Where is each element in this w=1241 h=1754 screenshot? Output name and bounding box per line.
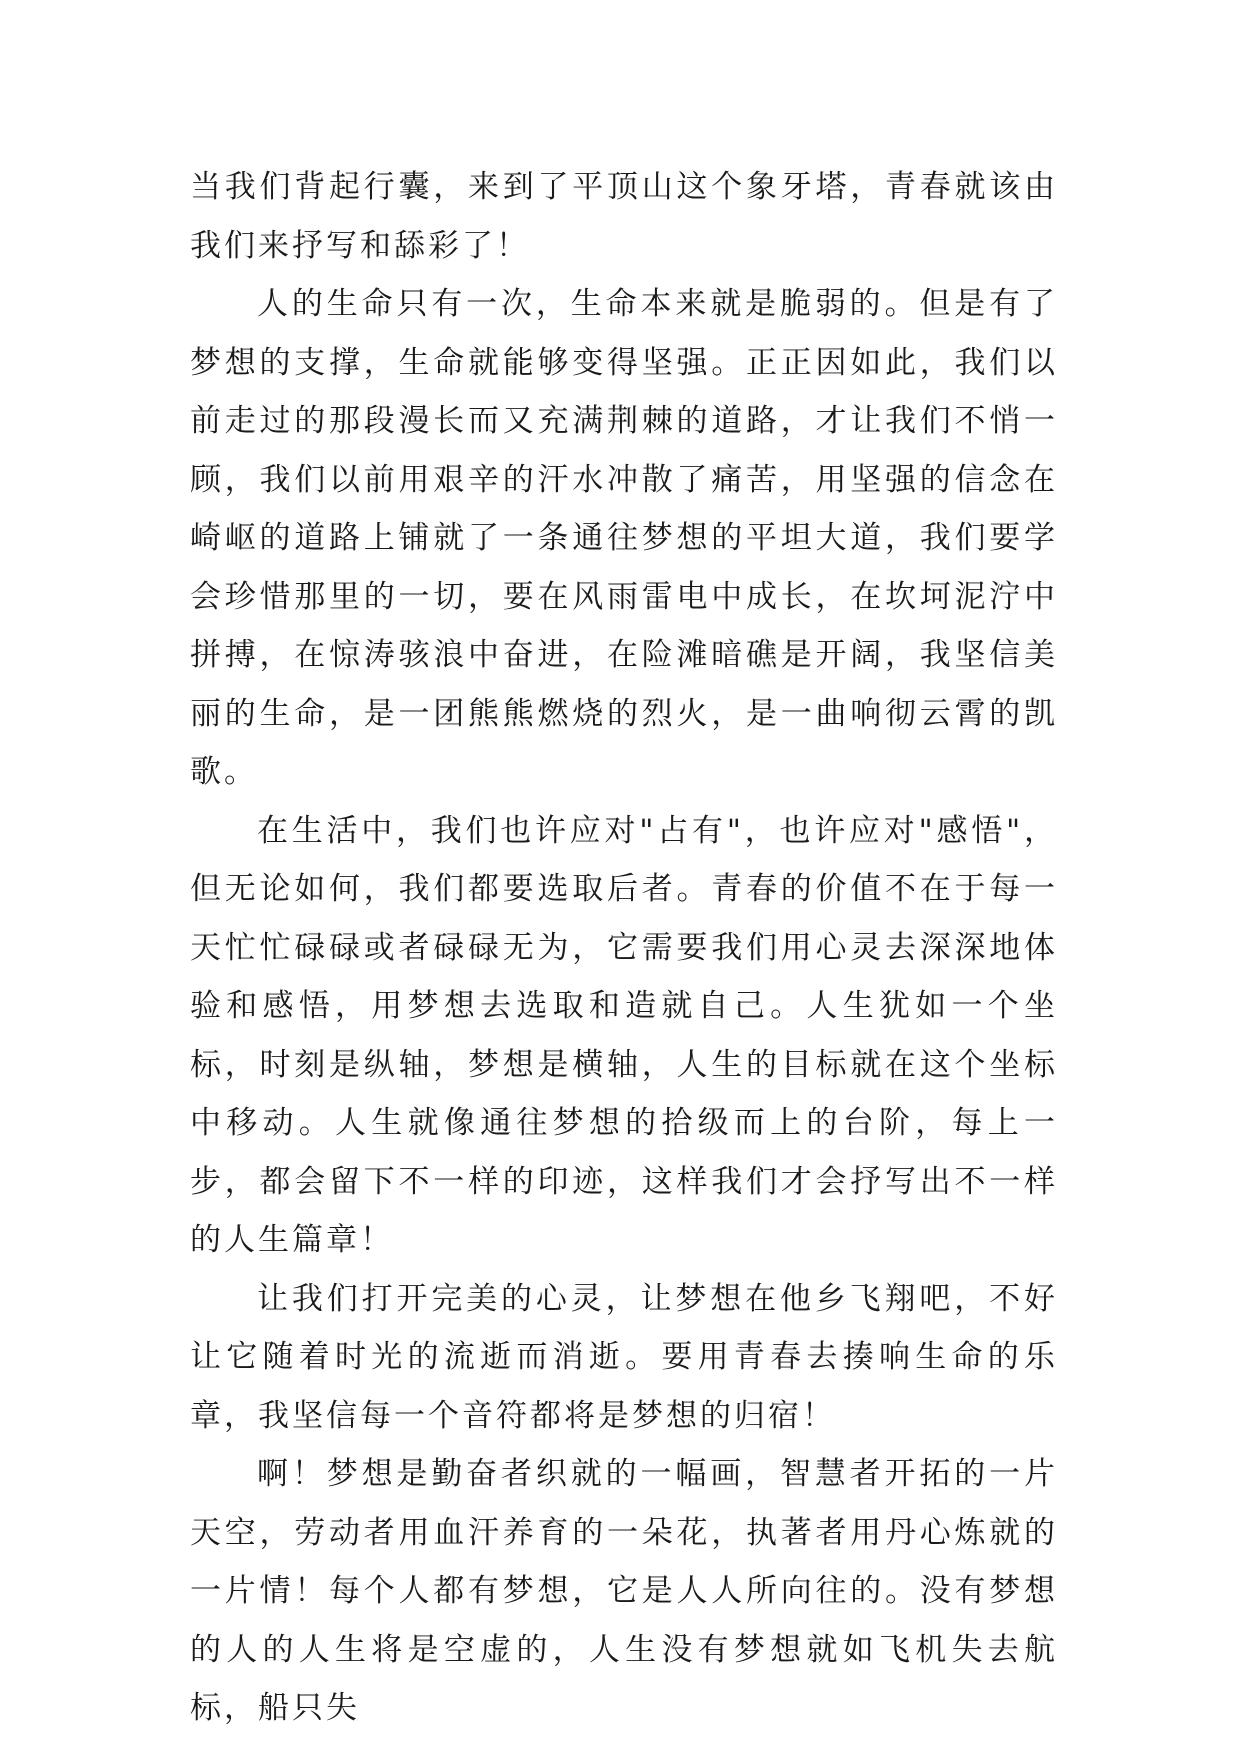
paragraph-3: 在生活中，我们也许应对"占有"，也许应对"感悟"，但无论如何，我们都要选取后者。青春的价值不在于每一天忙忙碌碌或者碌碌无为，它需要我们用心灵去深深地体验和感悟，用梦想去选取和造就自己。人生犹如一个坐标，时刻是纵轴，梦想是横轴，人生的目标就在这个坐标中移动。人生就像通往梦想的拾级而上的台阶，每上一步，都会留下不一样的印迹，这样我们才会抒写出不一样的人生篇章！ [190, 812, 1058, 1258]
document-body [190, 158, 1058, 1738]
paragraph-4: 让我们打开完美的心灵，让梦想在他乡飞翔吧，不好让它随着时光的流逝而消逝。要用青春去揍响生命的乐章，我坚信每一个音符都将是梦想的归宿！ [190, 1280, 1058, 1434]
paragraph-1: 当我们背起行囊，来到了平顶山这个象牙塔，青春就该由我们来抒写和舔彩了！ [190, 169, 1058, 264]
paragraph-5: 啊！梦想是勤奋者织就的一幅画，智慧者开拓的一片天空，劳动者用血汗养育的一朵花，执著者用丹心炼就的一片情！每个人都有梦想，它是人人所向往的。没有梦想的人的人生将是空虚的，人生没有梦想就如飞机失去航标，船只失 [190, 1456, 1058, 1726]
paragraph-2: 人的生命只有一次，生命本来就是脆弱的。但是有了梦想的支撑，生命就能够变得坚强。正正因如此，我们以前走过的那段漫长而又充满荆棘的道路，才让我们不悄一顾，我们以前用艰辛的汗水冲散了痛苦，用坚强的信念在崎岖的道路上铺就了一条通往梦想的平坦大道，我们要学会珍惜那里的一切，要在风雨雷电中成长，在坎坷泥泞中拼搏，在惊涛骇浪中奋进，在险滩暗礁是开阔，我坚信美丽的生命，是一团熊熊燃烧的烈火，是一曲响彻云霄的凯歌。 [190, 286, 1058, 790]
